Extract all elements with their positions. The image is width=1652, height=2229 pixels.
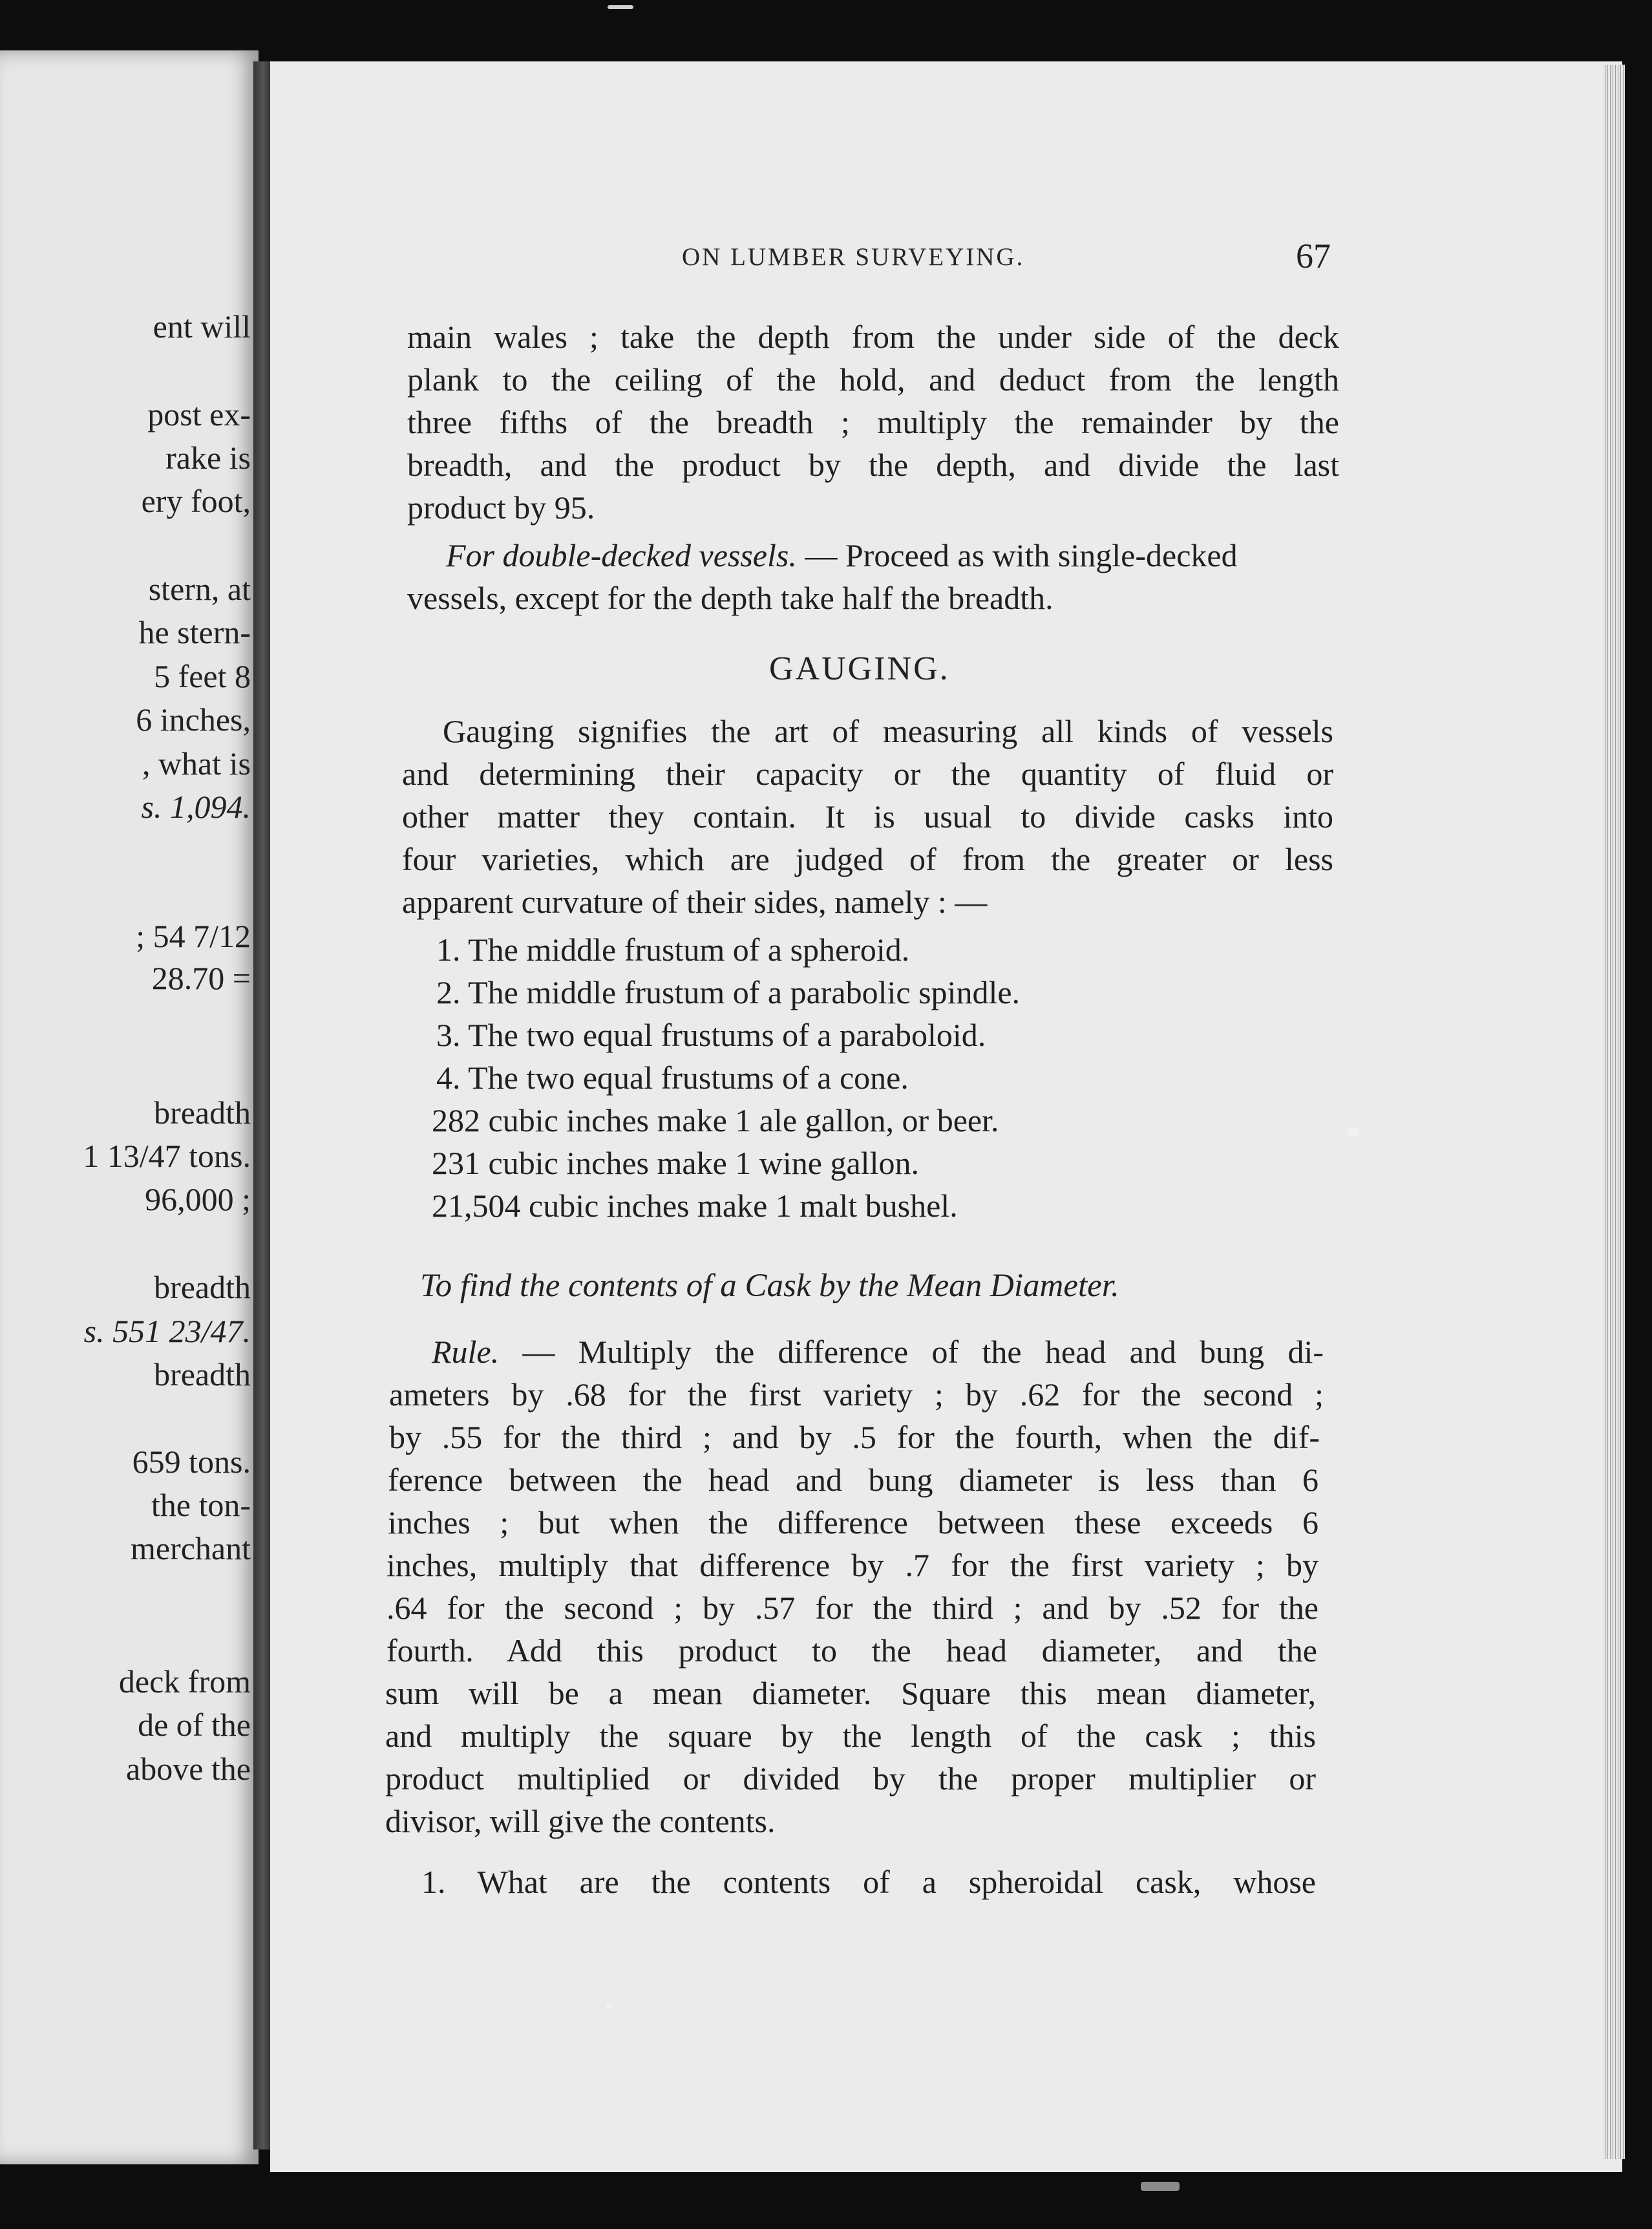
body-line: breadth, and the product by the depth, and divide the last (407, 447, 1339, 483)
body-line: product multiplied or divided by the proper multiplier or (385, 1760, 1316, 1797)
body-line: divisor, will give the contents. (385, 1803, 776, 1839)
body-line: apparent curvature of their sides, namely : — (402, 884, 988, 920)
body-line: product by 95. (407, 489, 595, 526)
scan-speck (1141, 2182, 1180, 2191)
body-line: Gauging signifies the art of measuring all kinds of vessels (443, 713, 1333, 749)
facing-page-line: above the (126, 1751, 251, 1787)
scan-speck (1348, 1128, 1359, 1137)
subsection-title: To find the contents of a Cask by the Mean Diameter. (420, 1268, 1119, 1304)
facing-page-line: breadth (154, 1356, 251, 1392)
body-line (432, 1330, 1324, 1373)
body-line: by .55 for the third ; and by .5 for the fourth, when the dif- (389, 1419, 1320, 1455)
scan-speck (606, 2004, 613, 2009)
page-number: 67 (1296, 237, 1331, 275)
facing-page-line: , what is (142, 745, 251, 782)
body-line: other matter they contain. It is usual to divide casks into (402, 798, 1333, 835)
facing-page-fragment (0, 50, 259, 2164)
body-line: and multiply the square by the length of the cask ; this (385, 1718, 1316, 1754)
body-line: .64 for the second ; by .57 for the third ; and by .52 for the (387, 1590, 1318, 1626)
section-title: GAUGING. (769, 650, 950, 687)
list-item: 2. The middle frustum of a parabolic spindle. (436, 974, 1021, 1010)
facing-page-line: 1 13/47 tons. (83, 1138, 251, 1174)
body-line: main wales ; take the depth from the under side of the deck (407, 319, 1339, 355)
facing-page-line: 659 tons. (132, 1444, 251, 1480)
body-line: ameters by .68 for the first variety ; by .62 for the second ; (389, 1376, 1324, 1413)
facing-page-line: rake is (165, 440, 251, 476)
facing-page-line: 6 inches, (136, 701, 251, 738)
facing-page-line: de of the (138, 1707, 251, 1743)
facing-page-line: breadth (154, 1094, 251, 1131)
list-item: 1. The middle frustum of a spheroid. (436, 932, 910, 968)
list-item: 4. The two equal frustums of a cone. (436, 1060, 909, 1096)
body-line: inches, multiply that difference by .7 for the first variety ; by (387, 1547, 1318, 1583)
run-in-heading: Rule. (432, 1334, 500, 1370)
facing-page-line: s. 1,094. (141, 789, 251, 825)
running-header: ON LUMBER SURVEYING. (682, 243, 1025, 271)
body-line: sum will be a mean diameter. Square this mean diameter, (385, 1675, 1316, 1711)
facing-page-line: post ex- (147, 396, 251, 432)
facing-page-line: s. 551 23/47. (83, 1313, 251, 1349)
facing-page-line: 5 feet 8 (154, 658, 251, 694)
scan-speck (608, 5, 633, 9)
list-item: 231 cubic inches make 1 wine gallon. (432, 1145, 919, 1181)
facing-page-line: breadth (154, 1269, 251, 1305)
facing-page-line: 96,000 ; (145, 1181, 251, 1217)
page-edges (1603, 65, 1625, 2159)
facing-page-line: 28.70 = (151, 960, 251, 996)
facing-page-line: the ton- (151, 1487, 251, 1523)
facing-page-line: stern, at (148, 571, 251, 607)
list-item: 282 cubic inches make 1 ale gallon, or beer. (432, 1102, 999, 1138)
body-line: and determining their capacity or the quantity of fluid or (402, 756, 1333, 792)
facing-page-line: he stern- (138, 614, 251, 650)
body-line: three fifths of the breadth ; multiply the remainder by the (407, 404, 1339, 440)
body-line: inches ; but when the difference between these exceeds 6 (388, 1504, 1318, 1541)
facing-page-line: deck from (118, 1663, 251, 1700)
facing-page-line: ery foot, (141, 483, 251, 519)
body-line: four varieties, which are judged of from the greater or less (402, 841, 1333, 877)
question-line: 1. What are the contents of a spheroidal cask, whose (421, 1864, 1316, 1900)
list-item: 21,504 cubic inches make 1 malt bushel. (432, 1188, 958, 1224)
body-line (446, 534, 1339, 577)
body-text: — Proceed as with single-decked (796, 537, 1238, 573)
list-item: 3. The two equal frustums of a paraboloid. (436, 1017, 986, 1053)
body-line: fourth. Add this product to the head diameter, and the (387, 1632, 1317, 1669)
facing-page-line: merchant (130, 1530, 251, 1566)
facing-page-line: ; 54 7/12 (136, 918, 251, 954)
body-line: vessels, except for the depth take half the breadth. (407, 580, 1054, 616)
body-line: ference between the head and bung diameter is less than 6 (388, 1462, 1318, 1498)
body-line: plank to the ceiling of the hold, and deduct from the length (407, 361, 1339, 398)
run-in-heading: For double-decked vessels. (446, 537, 797, 573)
facing-page-line: ent will (153, 308, 251, 345)
body-text: — Multiply the difference of the head and bung di- (499, 1334, 1324, 1370)
